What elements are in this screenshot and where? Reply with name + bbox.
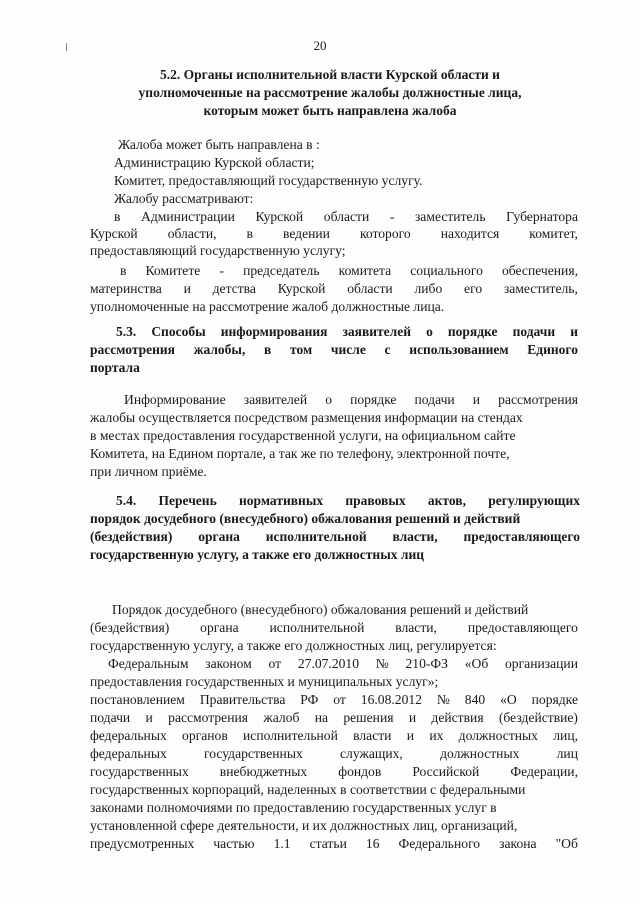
word: правовых bbox=[345, 493, 406, 508]
text-line: государственную услугу, а также его должностных лиц, регулируется: bbox=[90, 638, 497, 653]
word: № bbox=[375, 656, 389, 671]
word: порядке bbox=[447, 324, 498, 339]
word: должностных bbox=[440, 746, 520, 761]
heading-line: 5.2. Органы исполнительной власти Курской области и bbox=[160, 67, 500, 82]
word: закона bbox=[499, 836, 537, 851]
word: лиц bbox=[556, 746, 578, 761]
word: органа bbox=[198, 529, 240, 544]
word: Правительства bbox=[199, 692, 286, 707]
word: частью bbox=[213, 836, 255, 851]
text-line: предоставления государственных и муниципальных услуг»; bbox=[90, 674, 439, 689]
word: действия bbox=[431, 710, 484, 725]
word: Способы bbox=[151, 324, 206, 339]
word: и bbox=[406, 728, 415, 743]
word: заместитель bbox=[414, 209, 486, 224]
heading-line: государственную услугу, а также его должностных лиц bbox=[90, 547, 425, 562]
word: заявителей bbox=[243, 392, 308, 407]
word: Федеральным bbox=[108, 656, 189, 671]
word: законом bbox=[205, 656, 252, 671]
word: с bbox=[384, 342, 391, 357]
word: жалобы, bbox=[193, 342, 246, 357]
word: Курской bbox=[277, 281, 326, 296]
word: - bbox=[389, 209, 395, 224]
word: власти bbox=[353, 728, 392, 743]
word: власти, bbox=[392, 529, 438, 544]
word: обеспечения, bbox=[502, 263, 578, 278]
word: 16.08.2012 bbox=[360, 692, 422, 707]
word: 16 bbox=[365, 836, 380, 851]
text-line-justified bbox=[90, 691, 578, 708]
word: том bbox=[290, 342, 313, 357]
text-line-justified bbox=[90, 225, 578, 242]
text-line-justified bbox=[90, 727, 578, 744]
word: их bbox=[429, 728, 444, 743]
text-line-justified bbox=[90, 835, 578, 852]
word: комитет, bbox=[529, 226, 578, 241]
word: и bbox=[408, 710, 417, 725]
text-line: в местах предоставления государственной услуги, на официальном сайте bbox=[90, 428, 516, 443]
word: от bbox=[333, 692, 346, 707]
section-5-2-heading bbox=[80, 66, 580, 120]
heading-line bbox=[90, 323, 578, 341]
word: (бездействие) bbox=[498, 710, 578, 725]
word: "Об bbox=[555, 836, 578, 851]
word: Информирование bbox=[124, 392, 226, 407]
word: председатель bbox=[243, 263, 320, 278]
word: (бездействия) bbox=[90, 620, 170, 635]
word: внебюджетных bbox=[219, 764, 308, 779]
word: федеральных bbox=[90, 746, 167, 761]
word: - bbox=[219, 263, 224, 278]
text-line-justified bbox=[90, 619, 578, 636]
word: предоставляющего bbox=[467, 620, 578, 635]
word: использованием bbox=[409, 342, 509, 357]
text-line-justified bbox=[114, 208, 578, 225]
word: Перечень bbox=[158, 493, 217, 508]
word: находится bbox=[440, 226, 500, 241]
word: 840 bbox=[464, 692, 486, 707]
word: порядке bbox=[531, 692, 578, 707]
word: либо bbox=[414, 281, 443, 296]
word: предусмотренных bbox=[90, 836, 195, 851]
word: области bbox=[347, 281, 393, 296]
text-line: Жалобу рассматривают: bbox=[114, 191, 254, 206]
word: заявителей bbox=[342, 324, 412, 339]
word: Администрации bbox=[141, 209, 235, 224]
word: Единого bbox=[527, 342, 578, 357]
word: 210-ФЗ bbox=[405, 656, 448, 671]
word: лиц, bbox=[553, 728, 578, 743]
text-line: Жалоба может быть направлена в : bbox=[118, 137, 320, 152]
heading-line: портала bbox=[90, 360, 140, 375]
word: фондов bbox=[338, 764, 382, 779]
word: «Об bbox=[464, 656, 489, 671]
word: о bbox=[426, 324, 433, 339]
word: области bbox=[323, 209, 370, 224]
heading-line bbox=[90, 492, 580, 510]
word: должностных bbox=[458, 728, 538, 743]
heading-line bbox=[90, 528, 580, 546]
word: Курской bbox=[255, 209, 304, 224]
word: социального bbox=[410, 263, 483, 278]
word: от bbox=[268, 656, 282, 671]
text-line: Администрацию Курской области; bbox=[114, 155, 315, 170]
section-5-4-heading bbox=[90, 492, 580, 564]
word: подачи bbox=[90, 710, 131, 725]
word: информирования bbox=[220, 324, 328, 339]
word: организации bbox=[505, 656, 578, 671]
word: Губернатора bbox=[506, 209, 578, 224]
word: подачи bbox=[512, 324, 556, 339]
word: и bbox=[183, 281, 191, 296]
text-line-justified bbox=[90, 709, 578, 726]
text-line: законами полномочиями по предоставлению государственных услуг в bbox=[90, 800, 497, 815]
text-line-justified bbox=[90, 280, 578, 297]
word: Российской bbox=[412, 764, 480, 779]
text-line: государственных корпораций, наделенных в соответствии с федеральными bbox=[90, 782, 526, 797]
word: исполнительной bbox=[243, 728, 338, 743]
word: 5.4. bbox=[116, 493, 137, 508]
word: регулирующих bbox=[488, 493, 580, 508]
word: актов, bbox=[427, 493, 466, 508]
text-line-justified bbox=[90, 745, 578, 762]
word: жалоб bbox=[263, 710, 300, 725]
word: и bbox=[570, 324, 578, 339]
word: в bbox=[246, 226, 253, 241]
word: в bbox=[120, 263, 127, 278]
word: комитета bbox=[338, 263, 392, 278]
heading-line: порядок досудебного (внесудебного) обжалования решений и действий bbox=[90, 511, 521, 526]
word: заместитель, bbox=[503, 281, 578, 296]
word: его bbox=[464, 281, 483, 296]
word: рассмотрения bbox=[168, 710, 248, 725]
text-line: Комитет, предоставляющий государственную услугу. bbox=[114, 173, 423, 188]
text-line-justified bbox=[90, 763, 578, 780]
word: которого bbox=[359, 226, 411, 241]
word: власти, bbox=[395, 620, 437, 635]
word: ведении bbox=[282, 226, 330, 241]
heading-line: которым может быть направлена жалоба bbox=[203, 103, 457, 118]
word: числе bbox=[330, 342, 366, 357]
word: исполнительной bbox=[269, 620, 365, 635]
page-number: 20 bbox=[313, 38, 327, 53]
text-line: уполномоченные на рассмотрение жалоб должностные лица. bbox=[90, 299, 445, 314]
word: «О bbox=[500, 692, 517, 707]
word: Курской bbox=[90, 226, 138, 241]
word: органов bbox=[182, 728, 228, 743]
word: служащих, bbox=[340, 746, 403, 761]
text-line: предоставляющий государственную услугу; bbox=[90, 243, 346, 258]
word: о bbox=[325, 392, 332, 407]
text-line: Комитета, на Едином портале, а так же по телефону, электронной почте, bbox=[90, 446, 510, 461]
word: 5.3. bbox=[116, 324, 137, 339]
text-line-justified bbox=[108, 655, 578, 672]
word: области, bbox=[167, 226, 217, 241]
text-line: Порядок досудебного (внесудебного) обжалования решений и действий bbox=[112, 602, 529, 617]
word: порядке bbox=[350, 392, 397, 407]
word: рассмотрения bbox=[498, 392, 578, 407]
heading-line bbox=[90, 341, 578, 359]
word: материнства bbox=[90, 281, 162, 296]
word: государственных bbox=[90, 764, 189, 779]
word: детства bbox=[212, 281, 256, 296]
word: рассмотрения bbox=[90, 342, 175, 357]
word: и bbox=[145, 710, 153, 725]
word: в bbox=[114, 209, 121, 224]
word: предоставляющего bbox=[463, 529, 580, 544]
word: Комитете bbox=[145, 263, 201, 278]
word: 1.1 bbox=[273, 836, 291, 851]
word: государственных bbox=[204, 746, 303, 761]
word: (бездействия) bbox=[90, 529, 173, 544]
word: в bbox=[264, 342, 272, 357]
word: постановлением bbox=[90, 692, 185, 707]
word: на bbox=[314, 710, 329, 725]
word: федеральных bbox=[90, 728, 167, 743]
word: № bbox=[436, 692, 450, 707]
word: подачи bbox=[414, 392, 455, 407]
word: РФ bbox=[300, 692, 319, 707]
section-5-3-heading bbox=[90, 323, 578, 377]
text-line: установленной сфере деятельности, и их должностных лиц, организаций, bbox=[90, 818, 518, 833]
word: решения bbox=[343, 710, 394, 725]
word: Федерации, bbox=[510, 764, 578, 779]
text-line: при личном приёме. bbox=[90, 464, 207, 479]
text-line-justified bbox=[120, 262, 578, 279]
word: нормативных bbox=[239, 493, 324, 508]
word: исполнительной bbox=[265, 529, 367, 544]
word: Федерального bbox=[398, 836, 481, 851]
word: органа bbox=[200, 620, 239, 635]
text-line-justified bbox=[124, 391, 578, 408]
word: 27.07.2010 bbox=[297, 656, 360, 671]
word: статьи bbox=[309, 836, 347, 851]
text-line: жалобы осуществляется посредством размещения информации на стендах bbox=[90, 410, 523, 425]
word: и bbox=[472, 392, 481, 407]
heading-line: уполномоченные на рассмотрение жалобы должностные лица, bbox=[138, 85, 522, 100]
